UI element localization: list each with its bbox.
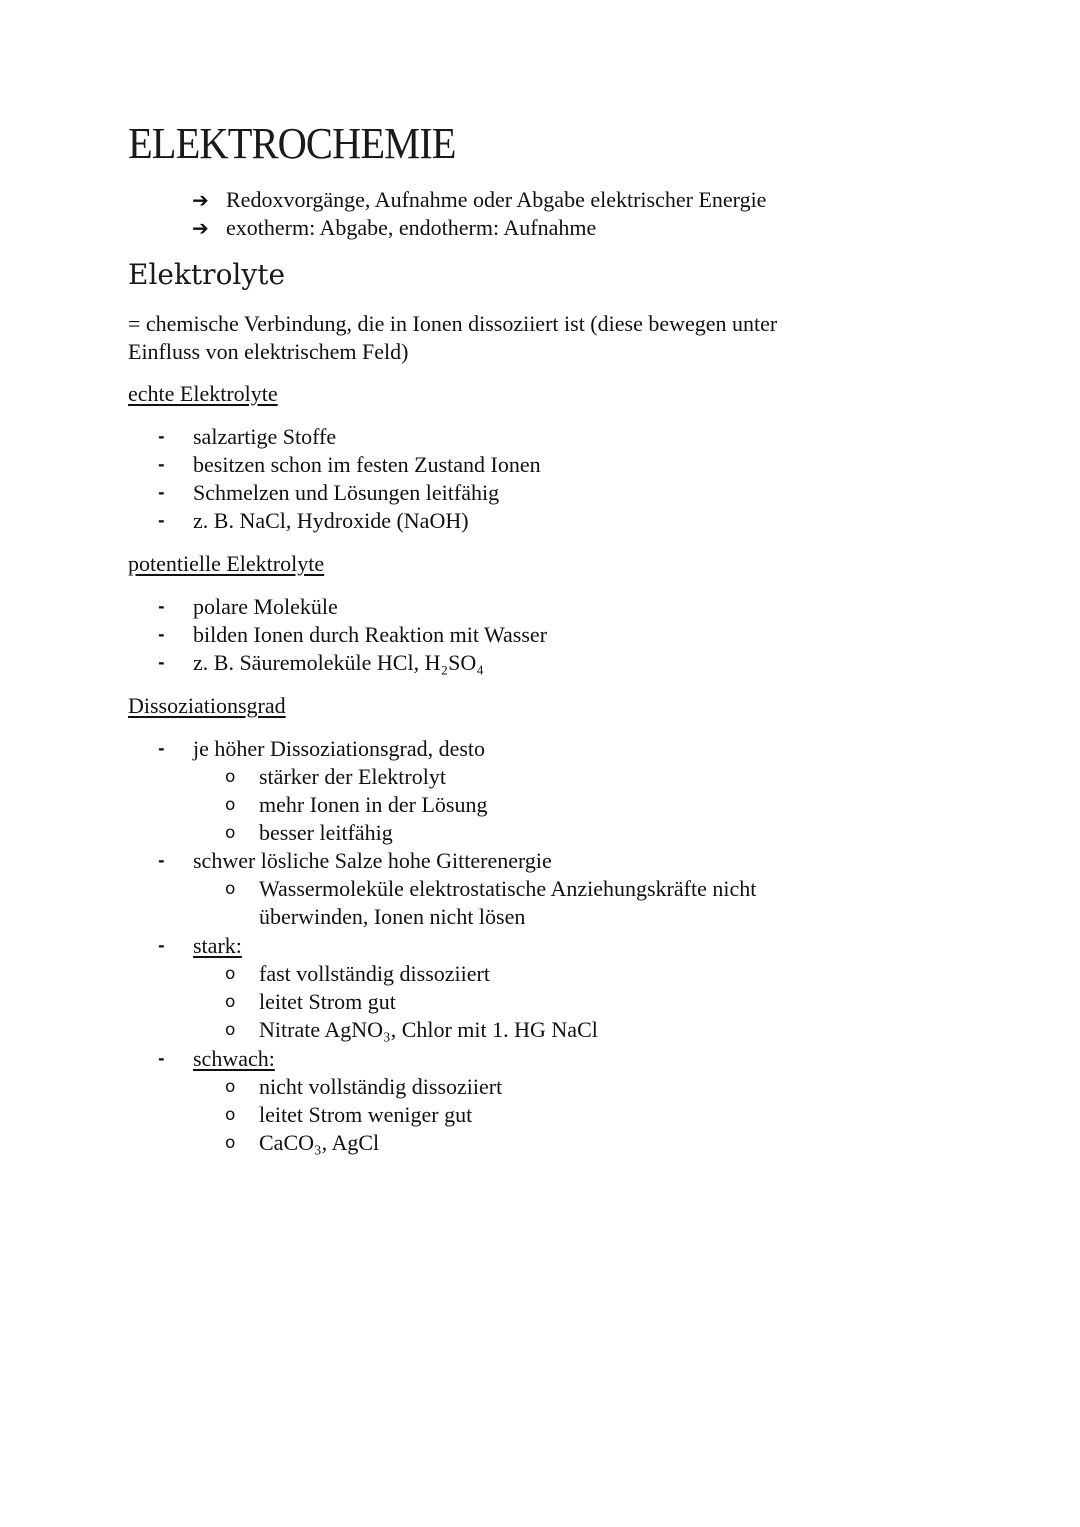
dash-bullet-icon: - [158,455,165,474]
sub-list-item-text: CaCO₃, AgCl [259,1130,380,1155]
list-item-text: besitzen schon im festen Zustand Ionen [193,452,541,477]
list-item [158,649,484,677]
list-item-text: salzartige Stoffe [193,424,337,449]
sub-list-item [225,960,490,988]
circle-bullet-icon: o [225,795,236,815]
dash-bullet-icon: - [158,851,165,870]
sub-list-item [225,1101,473,1129]
circle-bullet-icon: o [225,1020,236,1040]
list-item [158,479,500,507]
intro-item-text: Redoxvorgänge, Aufnahme oder Abgabe elektrischer Energie [226,187,767,212]
list-item [158,451,541,479]
sub-list-item [225,791,488,819]
sub-list-item-text: mehr Ionen in der Lösung [259,792,488,817]
circle-bullet-icon: o [225,879,236,899]
dash-bullet-icon: - [158,511,165,530]
sub-list-item-continuation: überwinden, Ionen nicht lösen [259,904,526,929]
list-item-text: bilden Ionen durch Reaktion mit Wasser [193,622,548,647]
label-schwach: schwach: [193,1046,275,1071]
sub-list-item-text: leitet Strom weniger gut [259,1102,473,1127]
subheading-potentielle-elektrolyte: potentielle Elektrolyte [128,551,325,576]
dash-bullet-icon: - [158,427,165,446]
list-item [158,423,337,451]
sub-list-item [225,1129,380,1157]
dash-bullet-icon: - [158,597,165,616]
list-item-text: Schmelzen und Lösungen leitfähig [193,480,500,505]
sub-list-item [225,1073,503,1101]
list-item [158,932,242,960]
sub-list-item-text: nicht vollständig dissoziiert [259,1074,503,1099]
label-stark: stark: [193,933,242,958]
arrow-right-icon: ➔ [192,188,209,212]
list-item [158,735,486,763]
circle-bullet-icon: o [225,1133,236,1153]
page-title: ELEKTROCHEMIE [128,119,456,168]
sub-list-item-text: stärker der Elektrolyt [259,764,446,789]
intro-item [192,214,596,242]
sub-list-item-text: Wassermoleküle elektrostatische Anziehungskräfte nicht [259,876,757,901]
section-heading: Elektrolyte [128,258,286,291]
sub-list-item-text: Nitrate AgNO₃, Chlor mit 1. HG NaCl [259,1017,598,1042]
list-item-text: schwer lösliche Salze hohe Gitterenergie [193,848,552,873]
sub-list-item [225,875,757,903]
dash-bullet-icon: - [158,1049,165,1068]
subheading-dissoziationsgrad: Dissoziationsgrad [128,693,286,718]
circle-bullet-icon: o [225,767,236,787]
definition-line: = chemische Verbindung, die in Ionen dissoziiert ist (diese bewegen unter [128,311,778,336]
subheading-echte-elektrolyte: echte Elektrolyte [128,381,278,406]
circle-bullet-icon: o [225,964,236,984]
list-item-text: je höher Dissoziationsgrad, desto [193,736,486,761]
list-item [158,593,338,621]
dash-bullet-icon: - [158,653,165,672]
list-item-text: z. B. NaCl, Hydroxide (NaOH) [193,508,469,533]
dash-bullet-icon: - [158,483,165,502]
sub-list-item-text: besser leitfähig [259,820,393,845]
sub-list-item [225,1016,598,1044]
sub-list-item [225,763,446,791]
arrow-right-icon: ➔ [192,216,209,240]
list-item-text: z. B. Säuremoleküle HCl, H₂SO₄ [193,650,484,675]
sub-list-item-text: fast vollständig dissoziiert [259,961,490,986]
definition-line: Einfluss von elektrischem Feld) [128,339,409,364]
dash-bullet-icon: - [158,739,165,758]
circle-bullet-icon: o [225,1105,236,1125]
circle-bullet-icon: o [225,823,236,843]
sub-list-item-text: leitet Strom gut [259,989,396,1014]
dash-bullet-icon: - [158,936,165,955]
list-item-text: polare Moleküle [193,594,338,619]
circle-bullet-icon: o [225,1077,236,1097]
list-item [158,1045,275,1073]
list-item [158,847,552,875]
intro-item [192,186,766,214]
dash-bullet-icon: - [158,625,165,644]
circle-bullet-icon: o [225,992,236,1012]
list-item [158,621,548,649]
sub-list-item [225,819,393,847]
intro-item-text: exotherm: Abgabe, endotherm: Aufnahme [226,215,597,240]
sub-list-item [225,988,396,1016]
list-item [158,507,469,535]
